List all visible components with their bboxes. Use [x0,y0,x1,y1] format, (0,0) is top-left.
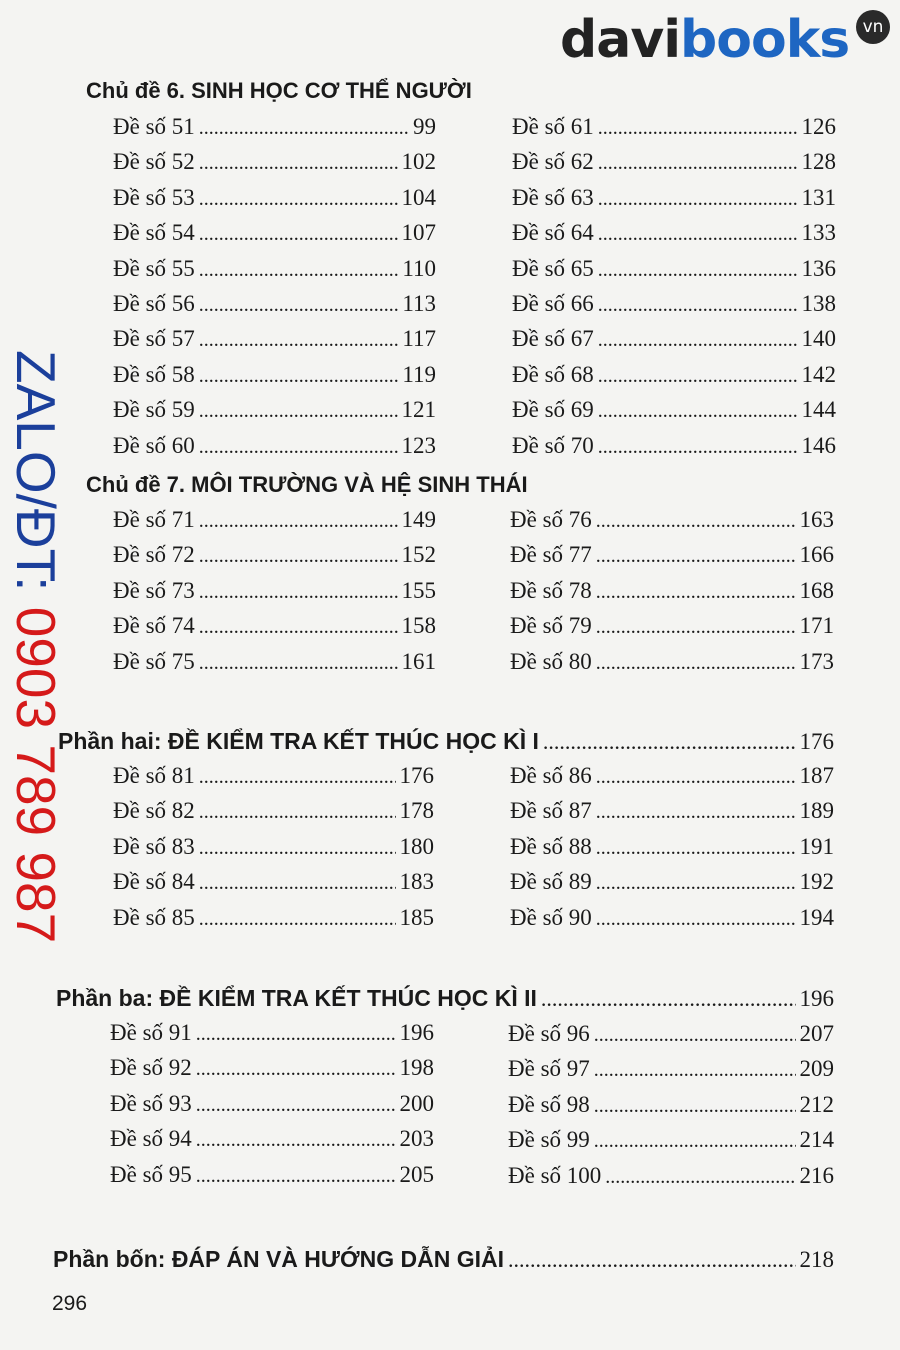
toc-entry-label: Đề số 81 [113,763,195,788]
dot-leader [199,539,398,574]
toc-entry [113,428,436,463]
toc-entry [113,180,436,215]
dot-leader [199,182,398,217]
toc-entry-label: Đề số 98 [508,1091,590,1117]
dot-leader [199,394,398,429]
page-number: 296 [52,1292,88,1315]
dot-leader [199,646,398,681]
toc-entry [113,215,436,250]
topic-6-right-list [512,109,836,463]
logo-text-blue: books [680,10,850,70]
dot-leader [541,986,796,1012]
toc-entry-page: 155 [401,577,436,603]
dot-leader [596,831,796,866]
dot-leader [596,575,796,610]
dot-leader [598,182,798,217]
toc-entry-page: 102 [401,149,436,175]
topic-6-left-list [113,109,436,463]
part-3-title: Phần ba: ĐỀ KIỂM TRA KẾT THÚC HỌC KÌ II [56,985,537,1011]
dot-leader [594,1124,796,1159]
toc-entry-page: 123 [401,432,436,458]
toc-entry-page: 180 [399,833,434,859]
toc-entry-label: Đề số 63 [512,184,594,210]
toc-entry-page: 133 [801,220,836,246]
part-2-title: Phần hai: ĐỀ KIỂM TRA KẾT THÚC HỌC KÌ I [58,728,539,754]
toc-entry-page: 144 [801,397,836,423]
dot-leader [199,323,399,358]
part-2-left-list [113,758,434,935]
part-4-entry [53,1246,834,1273]
toc-entry [510,829,834,864]
toc-entry-label: Đề số 84 [113,869,195,895]
topic-6-heading: Chủ đề 6. SINH HỌC CƠ THỂ NGƯỜI [86,78,472,103]
toc-entry-label: Đề số 75 [113,648,195,674]
contact-watermark [6,350,66,1000]
dot-leader [598,288,798,323]
dot-leader [196,1017,396,1052]
logo-text-dark: davi [560,10,681,70]
toc-entry [113,644,436,679]
dot-leader [199,575,398,610]
toc-entry-page: 107 [401,220,436,246]
toc-entry [508,1122,834,1157]
dot-leader [508,1247,795,1273]
toc-entry [512,357,836,392]
toc-entry-page: 171 [799,613,834,639]
toc-entry [510,502,834,537]
toc-entry [512,321,836,356]
toc-entry-page: 163 [799,507,834,532]
toc-entry [512,286,836,321]
dot-leader [596,539,796,574]
toc-entry [510,793,834,828]
toc-entry-page: 196 [399,1020,434,1045]
toc-entry-label: Đề số 57 [113,326,195,352]
toc-entry-label: Đề số 91 [110,1020,192,1045]
toc-entry-page: 176 [399,763,434,788]
dot-leader [596,646,796,681]
toc-entry [110,1086,434,1121]
dot-leader [596,760,796,795]
dot-leader [598,359,798,394]
toc-entry-page: 209 [799,1056,834,1082]
toc-entry-page: 149 [401,507,436,532]
toc-entry-label: Đề số 90 [510,904,592,930]
toc-entry-label: Đề số 68 [512,361,594,387]
dot-leader [196,1088,396,1123]
toc-entry-label: Đề số 83 [113,833,195,859]
toc-entry [113,109,436,144]
dot-leader [598,394,798,429]
dot-leader [199,359,399,394]
toc-entry-label: Đề số 73 [113,577,195,603]
toc-entry-label: Đề số 51 [113,114,195,139]
toc-entry [110,1121,434,1156]
toc-entry-page: 189 [799,798,834,824]
toc-entry-page: 173 [799,648,834,674]
toc-entry-label: Đề số 95 [110,1161,192,1187]
toc-entry [113,392,436,427]
toc-entry-label: Đề số 87 [510,798,592,824]
toc-entry-page: 136 [801,255,836,281]
dot-leader [596,504,796,539]
toc-entry [510,608,834,643]
dot-leader [196,1052,396,1087]
dot-leader [199,902,396,937]
dot-leader [598,323,798,358]
toc-entry-page: 142 [801,361,836,387]
toc-entry-page: 110 [402,255,436,281]
toc-entry-label: Đề số 59 [113,397,195,423]
toc-entry [113,758,434,793]
dot-leader [199,430,398,465]
toc-entry-label: Đề số 69 [512,397,594,423]
dot-leader [196,1159,396,1194]
toc-entry-page: 205 [399,1161,434,1187]
toc-entry [512,215,836,250]
watermark-phone: 0903 789 987 [5,606,67,944]
dot-leader [596,902,796,937]
toc-entry-page: 178 [399,798,434,824]
toc-entry-label: Đề số 64 [512,220,594,246]
toc-entry-label: Đề số 94 [110,1126,192,1152]
topic-7-left-list [113,502,436,679]
dot-leader [605,1160,795,1195]
toc-entry-page: 131 [801,184,836,210]
toc-entry-label: Đề số 93 [110,1090,192,1116]
toc-entry [512,428,836,463]
toc-entry [113,829,434,864]
toc-entry [510,644,834,679]
toc-entry [510,758,834,793]
toc-entry-page: 200 [399,1090,434,1116]
part-3-right-list [508,1016,834,1193]
toc-entry-page: 216 [799,1162,834,1188]
toc-entry-label: Đề số 72 [113,542,195,568]
dot-leader [594,1089,796,1124]
dot-leader [199,610,398,645]
toc-entry [113,537,436,572]
toc-entry-page: 138 [801,290,836,316]
toc-entry-label: Đề số 79 [510,613,592,639]
toc-entry-label: Đề số 89 [510,869,592,895]
toc-entry-page: 126 [801,114,836,139]
toc-entry [512,144,836,179]
toc-entry [113,251,436,286]
toc-entry [113,793,434,828]
toc-entry-page: 214 [799,1127,834,1153]
toc-entry-label: Đề số 80 [510,648,592,674]
dot-leader [596,795,796,830]
toc-entry-page: 140 [801,326,836,352]
dot-leader [199,288,399,323]
part-3-left-list [110,1015,434,1192]
toc-entry-page: 183 [399,869,434,895]
dot-leader [199,866,396,901]
toc-entry-label: Đề số 62 [512,149,594,175]
part-4-title: Phần bốn: ĐÁP ÁN VÀ HƯỚNG DẪN GIẢI [53,1246,505,1272]
toc-entry [113,144,436,179]
toc-entry-label: Đề số 55 [113,255,195,281]
dot-leader [196,1123,396,1158]
dot-leader [199,217,398,252]
dot-leader [199,760,396,795]
toc-entry-label: Đề số 96 [508,1021,590,1046]
part-4-page: 218 [799,1247,834,1272]
part-3-entry [56,985,834,1012]
toc-entry-label: Đề số 65 [512,255,594,281]
toc-entry-page: 192 [799,869,834,895]
toc-entry-page: 152 [401,542,436,568]
logo-vn-badge: vn [856,10,890,44]
toc-entry-label: Đề số 53 [113,184,195,210]
toc-entry-label: Đề số 85 [113,904,195,930]
toc-entry [510,537,834,572]
toc-entry-label: Đề số 88 [510,833,592,859]
topic-7-right-list [510,502,834,679]
toc-entry-page: 104 [401,184,436,210]
toc-entry [512,180,836,215]
dot-leader [598,253,798,288]
toc-entry [508,1087,834,1122]
toc-entry [113,900,434,935]
part-2-right-list [510,758,834,935]
toc-entry-page: 161 [401,648,436,674]
toc-entry-label: Đề số 60 [113,432,195,458]
toc-entry-page: 121 [401,397,436,423]
watermark-prefix: ZALO/ĐT: [5,350,67,607]
toc-entry-label: Đề số 67 [512,326,594,352]
dot-leader [598,217,798,252]
toc-entry-page: 128 [801,149,836,175]
toc-entry-label: Đề số 52 [113,149,195,175]
toc-entry [113,608,436,643]
toc-entry-label: Đề số 74 [113,613,195,639]
toc-entry [510,900,834,935]
toc-entry-label: Đề số 76 [510,507,592,532]
toc-entry-page: 194 [799,904,834,930]
dot-leader [199,831,396,866]
dot-leader [199,504,398,539]
toc-entry-label: Đề số 54 [113,220,195,246]
toc-entry-page: 113 [402,290,436,316]
dot-leader [598,111,798,146]
toc-entry [508,1016,834,1051]
dot-leader [596,866,796,901]
dot-leader [199,795,396,830]
toc-entry [113,864,434,899]
toc-entry [113,357,436,392]
toc-entry-label: Đề số 97 [508,1056,590,1082]
toc-entry-label: Đề số 99 [508,1127,590,1153]
part-2-page: 176 [799,729,834,754]
dot-leader [543,729,796,755]
toc-entry-page: 117 [402,326,436,352]
toc-entry-page: 146 [801,432,836,458]
toc-entry [110,1157,434,1192]
toc-entry [512,392,836,427]
toc-entry-label: Đề số 56 [113,290,195,316]
toc-entry [510,573,834,608]
toc-entry-page: 203 [399,1126,434,1152]
toc-entry-label: Đề số 86 [510,763,592,788]
toc-entry-label: Đề số 82 [113,798,195,824]
toc-entry-label: Đề số 100 [508,1162,602,1188]
toc-entry [512,251,836,286]
toc-entry-page: 198 [399,1055,434,1081]
toc-entry-page: 99 [413,114,436,139]
dot-leader [594,1018,796,1053]
toc-entry [510,864,834,899]
toc-entry [113,286,436,321]
dot-leader [199,111,409,146]
dot-leader [598,430,798,465]
dot-leader [594,1053,796,1088]
toc-entry [113,573,436,608]
toc-entry-label: Đề số 66 [512,290,594,316]
toc-entry-page: 166 [799,542,834,568]
davibooks-logo [560,10,850,70]
toc-entry-page: 187 [799,763,834,788]
part-3-page: 196 [799,986,834,1011]
toc-entry [110,1015,434,1050]
toc-entry [110,1050,434,1085]
toc-entry [508,1051,834,1086]
toc-entry-page: 119 [402,361,436,387]
toc-entry-label: Đề số 78 [510,577,592,603]
toc-entry-page: 212 [799,1091,834,1117]
toc-entry-page: 191 [799,833,834,859]
toc-entry-label: Đề số 71 [113,507,195,532]
toc-entry-label: Đề số 58 [113,361,195,387]
toc-entry-page: 207 [799,1021,834,1046]
toc-entry-label: Đề số 61 [512,114,594,139]
dot-leader [199,253,399,288]
toc-entry-label: Đề số 77 [510,542,592,568]
toc-entry [113,321,436,356]
dot-leader [596,610,796,645]
toc-entry-page: 185 [399,904,434,930]
toc-entry-page: 168 [799,577,834,603]
dot-leader [199,146,398,181]
toc-entry-label: Đề số 92 [110,1055,192,1081]
toc-entry-label: Đề số 70 [512,432,594,458]
toc-entry [113,502,436,537]
topic-7-heading: Chủ đề 7. MÔI TRƯỜNG VÀ HỆ SINH THÁI [86,472,528,497]
toc-entry [508,1158,834,1193]
part-2-entry [58,728,834,755]
dot-leader [598,146,798,181]
toc-entry [512,109,836,144]
toc-entry-page: 158 [401,613,436,639]
